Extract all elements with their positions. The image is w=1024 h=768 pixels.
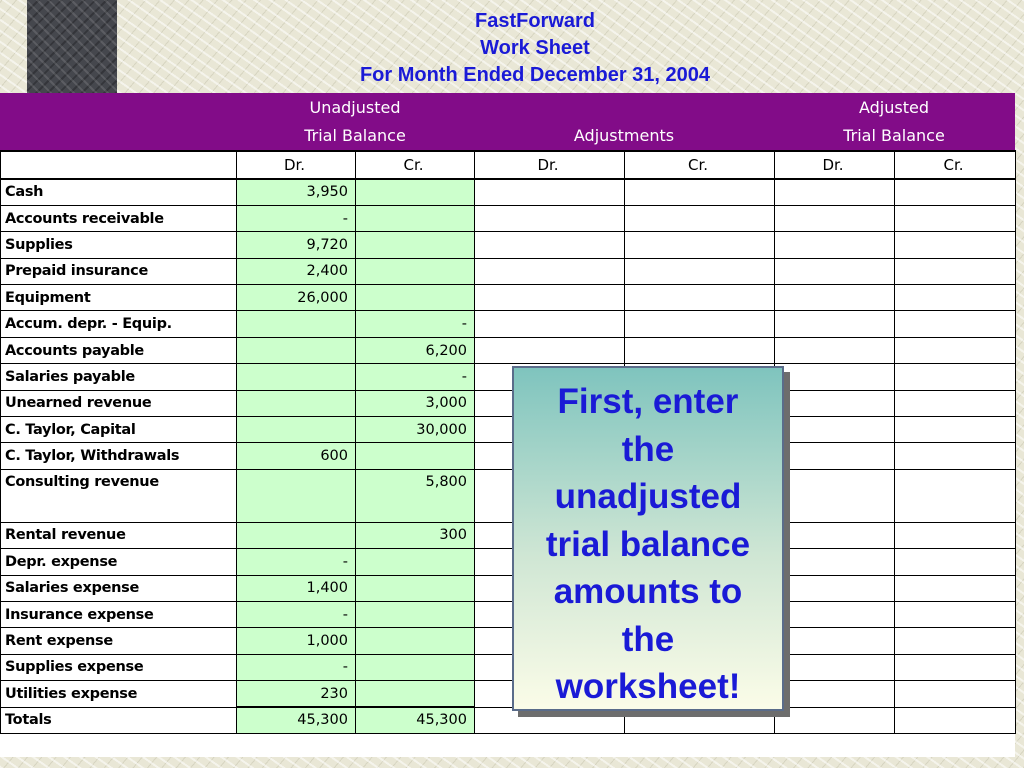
adjtb-cr-cell [895, 205, 1016, 231]
account-name: Accum. depr. - Equip. [1, 311, 237, 337]
adjtb-cr-cell [895, 364, 1016, 390]
unadjusted-label: Unadjusted [309, 98, 401, 117]
table-row [1, 628, 1016, 654]
adjtb-dr-cell [775, 443, 895, 469]
unadj-cr-cell: 30,000 [356, 417, 475, 443]
adjtb-cr-cell [895, 311, 1016, 337]
table-row [1, 390, 1016, 416]
adjtb-dr-cell [775, 601, 895, 627]
table-row [1, 549, 1016, 575]
adjtb-dr-header: Dr. [775, 151, 895, 179]
adj-dr-cell [475, 337, 625, 363]
adj-cr-cell [625, 311, 775, 337]
table-row [1, 443, 1016, 469]
unadj-cr-cell [356, 601, 475, 627]
table-row [1, 205, 1016, 231]
adjtb-cr-cell [895, 390, 1016, 416]
trial-balance-label-2: Trial Balance [843, 126, 945, 145]
adjtb-dr-cell [775, 179, 895, 205]
unadj-dr-cell [237, 522, 356, 548]
account-column-header [1, 151, 237, 179]
document-name: Work Sheet [480, 37, 590, 59]
worksheet-table [0, 150, 1016, 734]
adjtb-cr-cell [895, 469, 1016, 522]
account-name: Depr. expense [1, 549, 237, 575]
account-name: Prepaid insurance [1, 258, 237, 284]
unadj-dr-cell [237, 337, 356, 363]
adjtb-dr-cell [775, 654, 895, 680]
callout-line: the [621, 429, 675, 469]
unadj-dr-cell: - [237, 549, 356, 575]
totals-row [1, 707, 1016, 733]
unadj-dr-cell [237, 364, 356, 390]
adj-cr-cell [625, 179, 775, 205]
account-name: Insurance expense [1, 601, 237, 627]
instruction-callout [512, 366, 784, 711]
adjtb-dr-cell [775, 232, 895, 258]
unadj-cr-cell [356, 628, 475, 654]
unadj-cr-cell [356, 681, 475, 707]
unadj-cr-cell [356, 179, 475, 205]
adj-dr-header: Dr. [475, 151, 625, 179]
account-name: Supplies expense [1, 654, 237, 680]
unadj-dr-cell: - [237, 205, 356, 231]
table-row [1, 681, 1016, 707]
unadj-cr-cell: - [356, 364, 475, 390]
adjtb-cr-cell [895, 601, 1016, 627]
unadj-cr-cell [356, 285, 475, 311]
adjtb-cr-cell [895, 232, 1016, 258]
worksheet-title [240, 8, 830, 89]
adjtb-cr-cell [895, 654, 1016, 680]
unadj-cr-cell [356, 575, 475, 601]
adjtb-dr-cell [775, 285, 895, 311]
table-row [1, 364, 1016, 390]
unadj-dr-cell: 45,300 [237, 707, 356, 733]
adjtb-dr-cell [775, 311, 895, 337]
table-row [1, 522, 1016, 548]
adjtb-cr-cell [895, 549, 1016, 575]
adjtb-cr-cell [895, 522, 1016, 548]
adj-cr-cell [625, 285, 775, 311]
adjtb-cr-cell [895, 681, 1016, 707]
table-row [1, 285, 1016, 311]
adj-dr-cell [475, 311, 625, 337]
column-group-header [0, 93, 1015, 150]
callout-line: trial balance [545, 524, 751, 564]
column-header-row [1, 151, 1016, 179]
unadj-dr-cell: - [237, 654, 356, 680]
adjustments-label: Adjustments [573, 126, 675, 145]
account-name: Cash [1, 179, 237, 205]
table-row [1, 601, 1016, 627]
account-name: C. Taylor, Capital [1, 417, 237, 443]
adjtb-dr-cell [775, 681, 895, 707]
adj-dr-cell [475, 258, 625, 284]
unadj-cr-cell [356, 443, 475, 469]
account-name: Equipment [1, 285, 237, 311]
adjtb-dr-cell [775, 469, 895, 522]
unadj-cr-cell: 300 [356, 522, 475, 548]
callout-line: amounts to [553, 572, 743, 611]
account-name: Salaries payable [1, 364, 237, 390]
period-label: For Month Ended December 31, 2004 [359, 64, 711, 86]
unadj-dr-header: Dr. [237, 151, 356, 179]
account-name: Salaries expense [1, 575, 237, 601]
adj-dr-cell [475, 232, 625, 258]
adjtb-cr-cell [895, 417, 1016, 443]
account-name: Unearned revenue [1, 390, 237, 416]
adj-cr-cell [625, 232, 775, 258]
unadj-cr-cell [356, 258, 475, 284]
adjtb-dr-cell [775, 364, 895, 390]
unadj-dr-cell: 3,950 [237, 179, 356, 205]
account-name: Rent expense [1, 628, 237, 654]
callout-line: unadjusted [554, 477, 742, 516]
unadj-dr-cell: 2,400 [237, 258, 356, 284]
adjtb-dr-cell [775, 258, 895, 284]
adjtb-dr-cell [775, 575, 895, 601]
decorative-side-block [27, 0, 117, 93]
account-name: Totals [1, 707, 237, 733]
unadj-dr-cell: 1,400 [237, 575, 356, 601]
adjtb-dr-cell [775, 549, 895, 575]
unadj-cr-header: Cr. [356, 151, 475, 179]
adj-cr-cell [625, 258, 775, 284]
account-name: Consulting revenue [1, 469, 237, 522]
adjtb-dr-cell [775, 337, 895, 363]
unadj-cr-cell: 45,300 [356, 707, 475, 733]
adjtb-cr-cell [895, 707, 1016, 733]
trial-balance-label-1: Trial Balance [304, 126, 406, 145]
account-name: Utilities expense [1, 681, 237, 707]
adjtb-dr-cell [775, 707, 895, 733]
unadj-cr-cell: 3,000 [356, 390, 475, 416]
adjtb-cr-cell [895, 575, 1016, 601]
unadj-cr-cell: 6,200 [356, 337, 475, 363]
adjtb-cr-cell [895, 179, 1016, 205]
unadj-dr-cell: 230 [237, 681, 356, 707]
adjtb-cr-cell [895, 628, 1016, 654]
unadj-dr-cell: 26,000 [237, 285, 356, 311]
unadj-dr-cell [237, 311, 356, 337]
adjtb-cr-cell [895, 285, 1016, 311]
adjtb-dr-cell [775, 417, 895, 443]
adjtb-dr-cell [775, 522, 895, 548]
callout-line: First, enter [557, 382, 739, 421]
unadj-dr-cell: - [237, 601, 356, 627]
company-name: FastForward [474, 10, 596, 32]
unadj-cr-cell [356, 549, 475, 575]
adjtb-cr-header: Cr. [895, 151, 1016, 179]
unadj-dr-cell: 1,000 [237, 628, 356, 654]
callout-line: worksheet! [555, 667, 741, 706]
unadj-cr-cell [356, 232, 475, 258]
table-row [1, 469, 1016, 522]
unadj-dr-cell [237, 390, 356, 416]
account-name: Supplies [1, 232, 237, 258]
adj-cr-cell [625, 205, 775, 231]
worksheet [0, 93, 1015, 757]
adj-dr-cell [475, 179, 625, 205]
unadj-dr-cell [237, 417, 356, 443]
unadj-dr-cell [237, 469, 356, 522]
adj-dr-cell [475, 205, 625, 231]
table-row [1, 258, 1016, 284]
table-row [1, 654, 1016, 680]
adj-cr-header: Cr. [625, 151, 775, 179]
adj-dr-cell [475, 285, 625, 311]
adj-cr-cell [625, 337, 775, 363]
unadj-dr-cell: 9,720 [237, 232, 356, 258]
table-row [1, 337, 1016, 363]
table-row [1, 417, 1016, 443]
account-name: Accounts receivable [1, 205, 237, 231]
unadj-dr-cell: 600 [237, 443, 356, 469]
unadj-cr-cell: 5,800 [356, 469, 475, 522]
adjtb-cr-cell [895, 443, 1016, 469]
unadj-cr-cell [356, 654, 475, 680]
account-name: C. Taylor, Withdrawals [1, 443, 237, 469]
adjtb-dr-cell [775, 390, 895, 416]
table-row [1, 232, 1016, 258]
table-row [1, 575, 1016, 601]
adjtb-cr-cell [895, 337, 1016, 363]
adjtb-cr-cell [895, 258, 1016, 284]
table-row [1, 179, 1016, 205]
adjtb-dr-cell [775, 628, 895, 654]
adjtb-dr-cell [775, 205, 895, 231]
table-row [1, 311, 1016, 337]
unadj-cr-cell: - [356, 311, 475, 337]
account-name: Rental revenue [1, 522, 237, 548]
unadj-cr-cell [356, 205, 475, 231]
callout-line: the [621, 619, 675, 659]
account-name: Accounts payable [1, 337, 237, 363]
adjusted-label: Adjusted [858, 98, 929, 117]
